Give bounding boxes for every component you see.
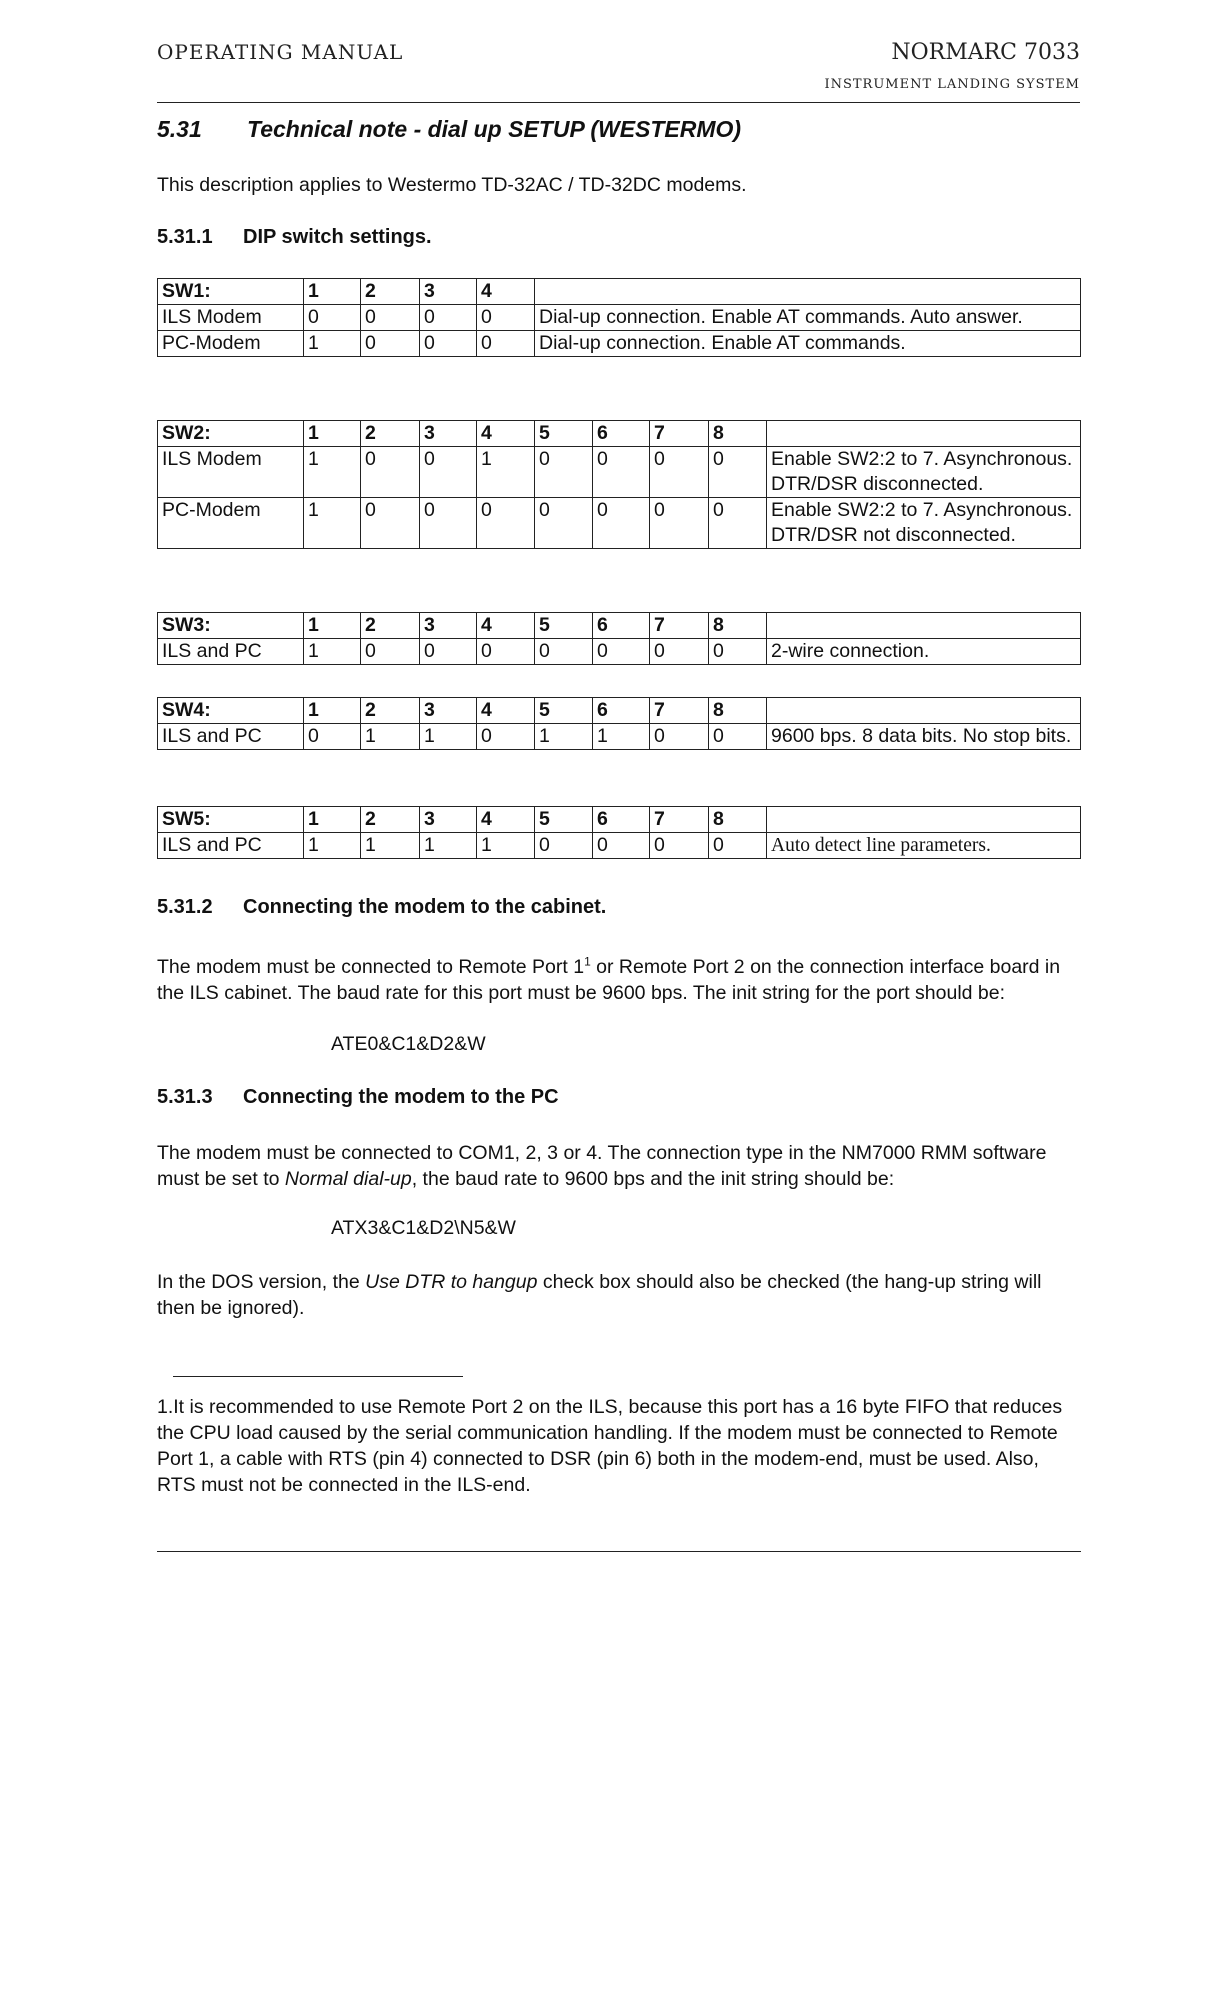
table-cell: 3 <box>420 279 477 305</box>
table-cell: 9600 bps. 8 data bits. No stop bits. <box>767 724 1081 750</box>
table-cell: 7 <box>650 807 709 833</box>
table-header-row <box>158 421 1081 447</box>
subsection-heading-2 <box>157 896 606 919</box>
table-cell: SW2: <box>158 421 304 447</box>
subsection-number: 5.31.3 <box>157 1086 213 1108</box>
table-cell: ILS and PC <box>158 639 304 665</box>
footnote-marker: 1 <box>584 954 591 969</box>
subsection-heading-3 <box>157 1086 559 1109</box>
table-cell: 0 <box>593 833 650 859</box>
table-cell: 1 <box>304 613 361 639</box>
sw3-table <box>157 612 1081 665</box>
table-cell: 0 <box>420 331 477 357</box>
table-cell: 0 <box>709 498 767 549</box>
table-cell <box>767 807 1081 833</box>
table-cell: 0 <box>593 498 650 549</box>
table-cell: Dial-up connection. Enable AT commands. <box>535 331 1081 357</box>
table-cell: 5 <box>535 421 593 447</box>
table-cell: 0 <box>477 331 535 357</box>
table-cell: 0 <box>477 639 535 665</box>
table-cell: 1 <box>477 447 535 498</box>
running-header-left: OPERATING MANUAL <box>157 40 404 64</box>
intro-paragraph: This description applies to Westermo TD-32AC / TD-32DC modems. <box>157 174 747 196</box>
table-row <box>158 305 1081 331</box>
table-cell: 8 <box>709 421 767 447</box>
footnote-separator <box>173 1376 463 1377</box>
table-row <box>158 833 1081 859</box>
table-cell: 4 <box>477 807 535 833</box>
table-cell: 0 <box>650 724 709 750</box>
footnote-text: 1.It is recommended to use Remote Port 2 on the ILS, because this port has a 16 byte FIFO that reduces the CPU load caused by the serial communication handling. If the modem must be connected to Remote Port 1, a cable with RTS (pin 4) connected to DSR (pin 6) both in the modem-end, must be used. Also, RTS must not be connected in the ILS-end. <box>157 1396 1063 1496</box>
subsection-number: 5.31.2 <box>157 896 213 918</box>
subsection-heading-1 <box>157 226 432 249</box>
init-string-pc: ATX3&C1&D2\N5&W <box>331 1217 516 1239</box>
table-row <box>158 331 1081 357</box>
table-cell: 3 <box>420 613 477 639</box>
table-cell: 1 <box>593 724 650 750</box>
table-cell: 0 <box>420 305 477 331</box>
table-cell: PC-Modem <box>158 331 304 357</box>
table-cell: 0 <box>709 639 767 665</box>
table-cell: 0 <box>593 639 650 665</box>
table-cell: SW1: <box>158 279 304 305</box>
table-cell <box>767 613 1081 639</box>
table-cell: 7 <box>650 421 709 447</box>
subsection-title: Connecting the modem to the PC <box>243 1086 559 1108</box>
table-cell: 0 <box>361 331 420 357</box>
table-cell: 0 <box>361 447 420 498</box>
table-cell: 1 <box>304 833 361 859</box>
table-cell: SW5: <box>158 807 304 833</box>
table-cell: 4 <box>477 421 535 447</box>
table-cell: 8 <box>709 807 767 833</box>
table-cell: 1 <box>304 498 361 549</box>
table-cell: Enable SW2:2 to 7. Asynchronous. DTR/DSR disconnected. <box>767 447 1081 498</box>
emphasis-text: Use DTR to hangup <box>365 1271 538 1293</box>
subsection-number: 5.31.1 <box>157 226 213 248</box>
table-cell: 0 <box>477 724 535 750</box>
table-cell: 2 <box>361 421 420 447</box>
table-cell: SW3: <box>158 613 304 639</box>
table-header-row <box>158 613 1081 639</box>
table-cell: 5 <box>535 698 593 724</box>
table-cell: 7 <box>650 698 709 724</box>
emphasis-text: Normal dial-up <box>284 1168 412 1190</box>
table-cell: 0 <box>593 447 650 498</box>
table-cell: 1 <box>304 639 361 665</box>
table-cell: 3 <box>420 698 477 724</box>
paragraph-text: , the baud rate to 9600 bps and the init string should be: <box>411 1168 895 1190</box>
table-cell: 6 <box>593 698 650 724</box>
table-cell: ILS Modem <box>158 447 304 498</box>
table-cell: 0 <box>361 639 420 665</box>
table-cell: 0 <box>709 833 767 859</box>
table-cell: 1 <box>477 833 535 859</box>
table-cell: 0 <box>709 447 767 498</box>
table-cell: 3 <box>420 807 477 833</box>
table-cell: 8 <box>709 613 767 639</box>
subsection-title: Connecting the modem to the cabinet. <box>243 896 607 918</box>
table-cell: 2 <box>361 807 420 833</box>
table-cell: 0 <box>650 833 709 859</box>
table-cell: 6 <box>593 613 650 639</box>
table-cell: 0 <box>477 498 535 549</box>
table-cell: ILS and PC <box>158 724 304 750</box>
section-heading <box>157 116 741 143</box>
table-cell: 1 <box>304 331 361 357</box>
table-cell: 6 <box>593 421 650 447</box>
table-cell: 0 <box>420 447 477 498</box>
table-cell: ILS Modem <box>158 305 304 331</box>
sw1-table <box>157 278 1081 357</box>
paragraph-text: The modem must be connected to Remote Port 1 <box>157 956 585 978</box>
table-cell: 2 <box>361 698 420 724</box>
table-cell: ILS and PC <box>158 833 304 859</box>
table-header-row <box>158 698 1081 724</box>
running-header-right: NORMARC 7033 <box>891 40 1080 65</box>
section-title: Technical note - dial up SETUP (WESTERMO) <box>247 116 742 142</box>
cabinet-paragraph <box>157 954 1080 1006</box>
sw5-table <box>157 806 1081 859</box>
table-cell: Auto detect line parameters. <box>767 833 1081 859</box>
table-cell: 0 <box>535 833 593 859</box>
paragraph-text: or Remote Port 2 on the connection interface board in the ILS cabinet. The baud rate for this port must be 9600 bps. The init string for the port should be: <box>157 956 1061 1004</box>
table-cell: 0 <box>535 447 593 498</box>
table-cell: 0 <box>361 498 420 549</box>
subsection-title: DIP switch settings. <box>243 226 432 248</box>
table-row <box>158 724 1081 750</box>
table-cell: 2 <box>361 279 420 305</box>
table-cell: Dial-up connection. Enable AT commands. Auto answer. <box>535 305 1081 331</box>
table-cell: 0 <box>535 498 593 549</box>
table-row <box>158 447 1081 498</box>
table-cell <box>767 421 1081 447</box>
table-cell: 1 <box>304 807 361 833</box>
table-cell: 0 <box>650 498 709 549</box>
table-cell: 4 <box>477 279 535 305</box>
table-cell: 2-wire connection. <box>767 639 1081 665</box>
table-cell: 3 <box>420 421 477 447</box>
table-cell: 1 <box>304 447 361 498</box>
table-cell: 0 <box>709 724 767 750</box>
table-cell: 0 <box>535 639 593 665</box>
table-cell: 2 <box>361 613 420 639</box>
header-rule <box>157 102 1080 103</box>
table-cell: 1 <box>420 833 477 859</box>
paragraph-text: The modem must be connected to COM1, 2, 3 or 4. The connection type in the NM7000 RMM software must be set to <box>157 1142 1047 1190</box>
table-cell: 6 <box>593 807 650 833</box>
table-cell: 1 <box>361 833 420 859</box>
table-cell: 1 <box>535 724 593 750</box>
table-header-row <box>158 807 1081 833</box>
table-cell: 8 <box>709 698 767 724</box>
table-cell: Enable SW2:2 to 7. Asynchronous. DTR/DSR not disconnected. <box>767 498 1081 549</box>
table-cell: 5 <box>535 613 593 639</box>
table-row <box>158 639 1081 665</box>
table-cell: 0 <box>420 639 477 665</box>
running-header-subtitle: INSTRUMENT LANDING SYSTEM <box>824 77 1080 92</box>
paragraph-text: In the DOS version, the <box>157 1271 366 1293</box>
table-cell <box>535 279 1081 305</box>
table-cell: 1 <box>361 724 420 750</box>
table-cell: 1 <box>304 698 361 724</box>
table-cell: 0 <box>361 305 420 331</box>
pc-paragraph <box>157 1140 1080 1192</box>
sw4-table <box>157 697 1081 750</box>
section-number: 5.31 <box>157 116 202 142</box>
footer-rule <box>157 1551 1081 1552</box>
table-row <box>158 498 1081 549</box>
table-cell: 0 <box>304 724 361 750</box>
table-cell: 0 <box>477 305 535 331</box>
table-cell: 7 <box>650 613 709 639</box>
table-cell <box>767 698 1081 724</box>
dos-paragraph <box>157 1269 1080 1321</box>
table-cell: 0 <box>650 639 709 665</box>
init-string-cabinet: ATE0&C1&D2&W <box>331 1033 486 1055</box>
table-cell: 4 <box>477 698 535 724</box>
table-cell: 1 <box>304 421 361 447</box>
table-cell: PC-Modem <box>158 498 304 549</box>
table-cell: 0 <box>650 447 709 498</box>
table-cell: 1 <box>304 279 361 305</box>
table-cell: 0 <box>304 305 361 331</box>
table-cell: 4 <box>477 613 535 639</box>
table-cell: 5 <box>535 807 593 833</box>
paragraph-text: check box should also be checked (the hang-up string will then be ignored). <box>157 1271 1042 1319</box>
sw2-table <box>157 420 1081 549</box>
table-header-row <box>158 279 1081 305</box>
table-cell: 0 <box>420 498 477 549</box>
table-cell: 1 <box>420 724 477 750</box>
table-cell: SW4: <box>158 698 304 724</box>
